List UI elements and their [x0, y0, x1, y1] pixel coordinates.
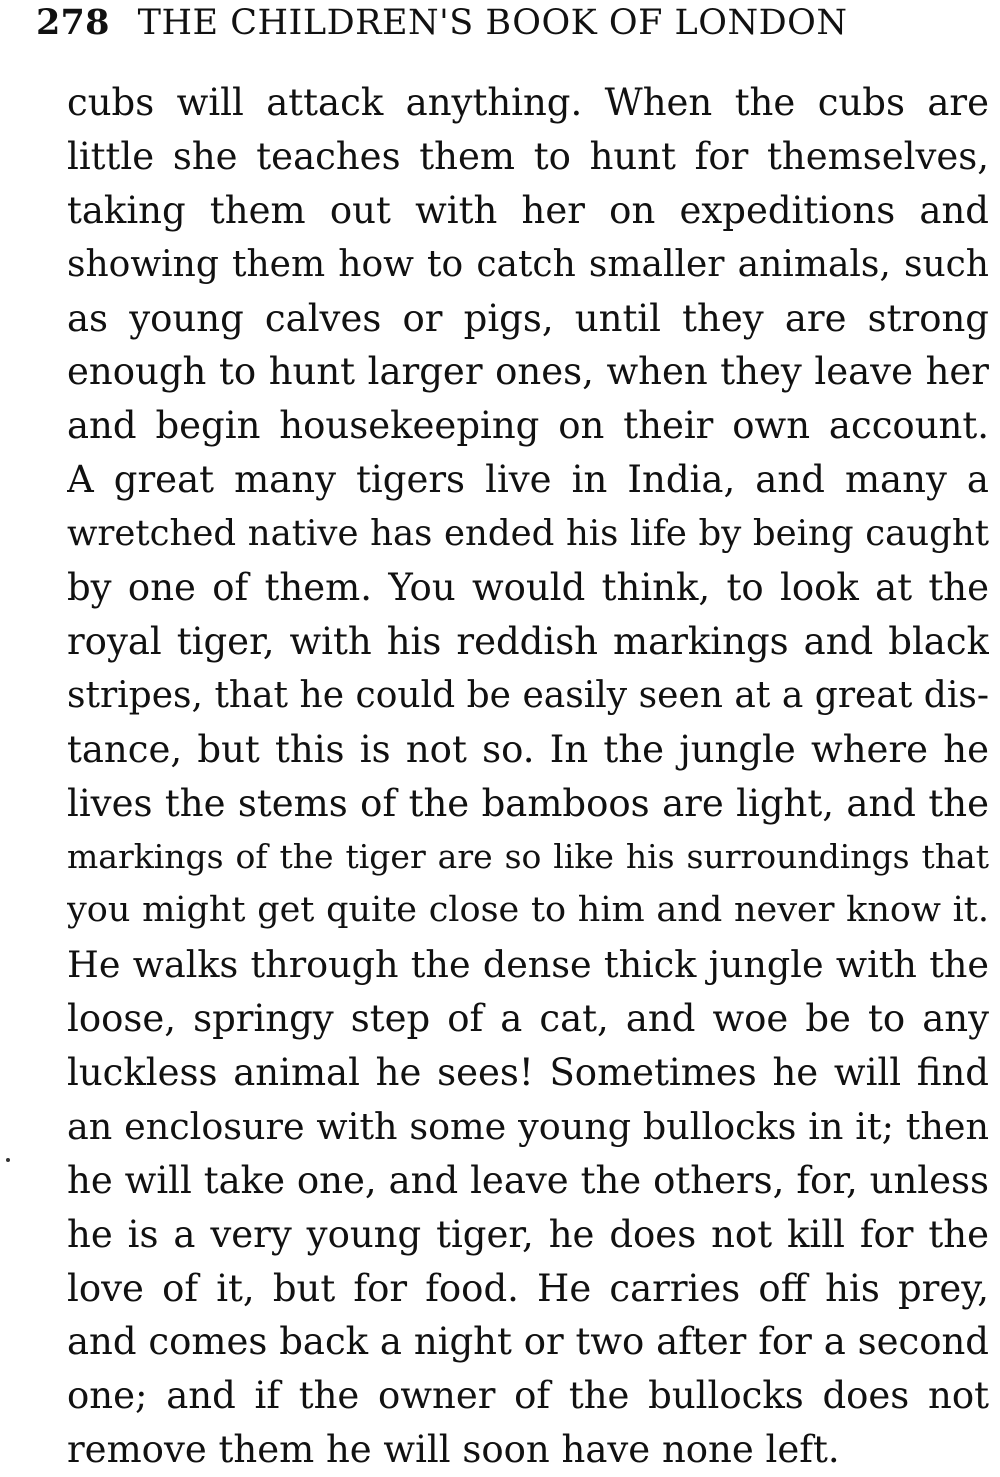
text-line: one; and if the owner of the bullocks does not — [67, 1374, 989, 1418]
text-line: markings of the tiger are so like his surroundings that — [67, 837, 989, 877]
text-line: by one of them. You would think, to look at the — [67, 566, 989, 610]
text-line: remove them he will soon have none left. — [67, 1428, 840, 1472]
text-line: taking them out with her on expeditions and — [67, 188, 989, 232]
body-text — [67, 76, 989, 1477]
book-title: THE CHILDREN'S BOOK OF LONDON — [137, 3, 848, 43]
running-head — [36, 2, 986, 44]
text-line: little she teaches them to hunt for themselves, — [67, 134, 989, 178]
text-line: an enclosure with some young bullocks in it; then — [67, 1104, 989, 1148]
text-line: loose, springy step of a cat, and woe be to any — [67, 997, 989, 1041]
page-number: 278 — [36, 2, 110, 43]
text-line: love of it, but for food. He carries off his prey, — [67, 1266, 989, 1310]
text-line: stripes, that he could be easily seen at a great dis- — [67, 674, 989, 716]
text-line: wretched native has ended his life by being caught — [67, 513, 989, 555]
ink-speck — [6, 1158, 10, 1162]
text-line: and begin housekeeping on their own account. — [67, 404, 989, 448]
text-line: you might get quite close to him and never know it. — [67, 890, 989, 931]
text-line: tance, but this is not so. In the jungle where he — [67, 727, 989, 771]
text-line: A great many tigers live in India, and many a — [67, 458, 989, 502]
text-line: as young calves or pigs, until they are strong — [67, 296, 989, 340]
text-line: royal tiger, with his reddish markings and black — [67, 619, 989, 663]
text-line: showing them how to catch smaller animals, such — [67, 243, 989, 285]
text-line: lives the stems of the bamboos are light, and the — [67, 781, 989, 825]
text-line: and comes back a night or two after for a second — [67, 1320, 989, 1364]
text-line: luckless animal he sees! Sometimes he will find — [67, 1051, 989, 1095]
text-line: he is a very young tiger, he does not kill for the — [67, 1212, 989, 1256]
text-line: He walks through the dense thick jungle with the — [67, 943, 989, 987]
text-line: he will take one, and leave the others, for, unless — [67, 1158, 989, 1202]
text-line: enough to hunt larger ones, when they leave her — [67, 350, 989, 394]
text-line: cubs will attack anything. When the cubs are — [67, 81, 989, 124]
